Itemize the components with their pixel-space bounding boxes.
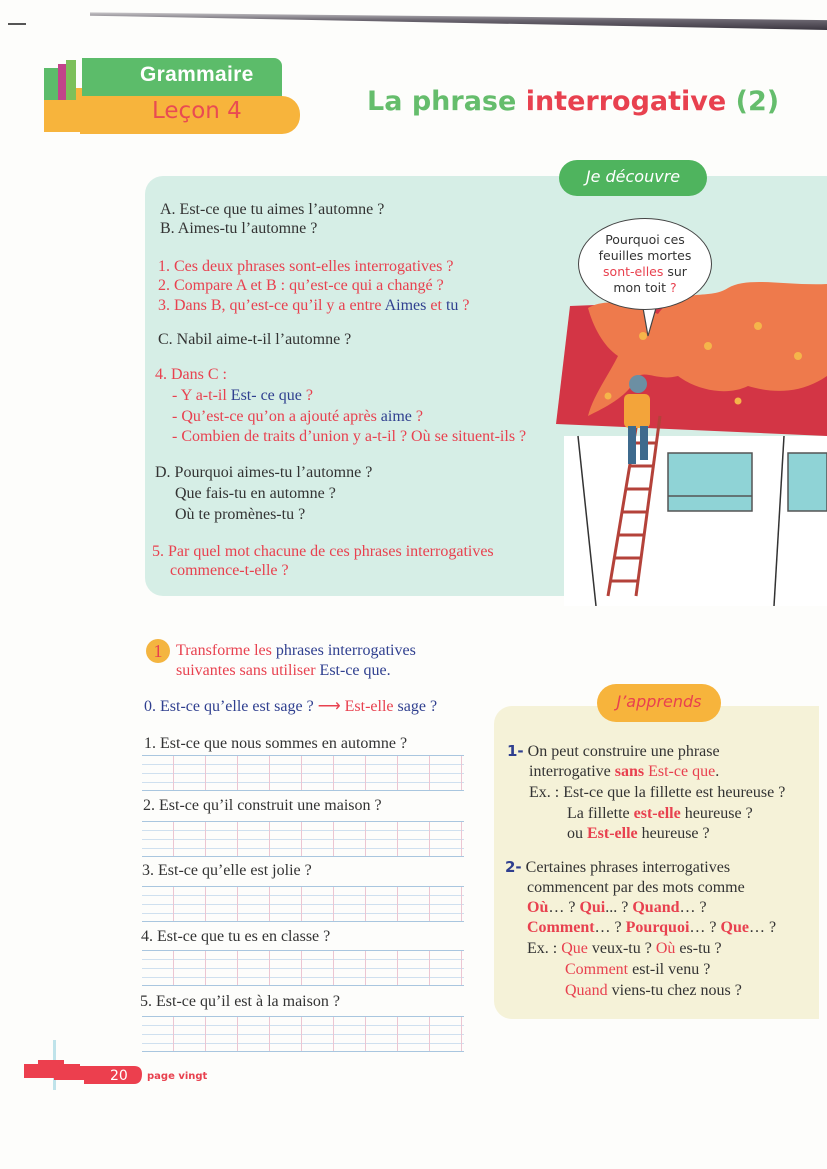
- question-1: 1. Ces deux phrases sont-elles interrogatives ?: [158, 258, 454, 275]
- rule-1-ex2-c: heureuse ?: [680, 805, 753, 822]
- bubble-line-1: Pourquoi ces: [605, 232, 685, 247]
- title-part-3: (2): [735, 86, 780, 117]
- rule-2-words-line-1: Où… ? Qui... ? Quand… ?: [527, 899, 707, 916]
- page-title: [367, 86, 779, 117]
- rule-1-ex3-a: ou: [567, 825, 587, 842]
- rule-2-line-1: [505, 857, 730, 878]
- rule-2-ex1-rest2: es-tu ?: [675, 940, 722, 957]
- sentence-d1: D. Pourquoi aimes-tu l’automne ?: [155, 464, 373, 481]
- q4a-suffix: ?: [301, 387, 313, 404]
- instr-blue-2: Est-ce que.: [319, 662, 391, 679]
- answer-lines-5[interactable]: [142, 1016, 464, 1052]
- rule-1-text: On peut construire une phrase: [527, 743, 720, 760]
- rule-1-text-a: interrogative: [529, 763, 615, 780]
- question-4b: [172, 407, 423, 427]
- decouvre-label: Je découvre: [559, 160, 707, 196]
- question-4a: [172, 386, 313, 406]
- rule-2-number: 2-: [505, 858, 522, 876]
- bubble-line-4: [579, 280, 711, 296]
- rule-2-ex3-word: Quand: [565, 982, 608, 999]
- q4b-suffix: ?: [411, 408, 423, 425]
- sentence-d3: Où te promènes-tu ?: [175, 506, 306, 523]
- question-5-line2: commence-t-elle ?: [170, 562, 289, 579]
- q4b-word: aime: [380, 408, 412, 425]
- exercise-example: [144, 697, 437, 717]
- subject-label: Grammaire: [140, 63, 254, 86]
- page-number-words: page vingt: [147, 1071, 208, 1082]
- bubble-line-2: feuilles mortes: [598, 248, 692, 263]
- answer-lines-1[interactable]: [142, 755, 464, 791]
- rule-2-ex2-rest: est-il venu ?: [628, 961, 711, 978]
- sentence-d2: Que fais-tu en automne ?: [175, 485, 336, 502]
- exercise-instruction-line1: [176, 641, 416, 661]
- lesson-label: Leçon 4: [152, 98, 242, 124]
- bubble-red-word: sont-elles: [603, 264, 664, 279]
- q4a-word: Est- ce que: [230, 387, 302, 404]
- rule-2-ex-label: Ex. :: [527, 940, 558, 957]
- rule-1-ex-label: Ex. :: [529, 784, 560, 801]
- rule-1-sans: sans: [614, 763, 645, 780]
- rule-1-ex3-c: heureuse ?: [637, 825, 710, 842]
- example-question: 0. Est-ce qu’elle est sage ?: [144, 698, 314, 715]
- title-part-2: interrogative: [525, 86, 727, 117]
- rule-2-example-2: [565, 960, 710, 980]
- example-answer-rest: sage ?: [393, 698, 438, 715]
- rule-2-ex1-rest: veux-tu ?: [587, 940, 656, 957]
- rule-1-ex2-a: La fillette: [567, 805, 634, 822]
- exercise-item-1: 1. Est-ce que nous sommes en automne ?: [144, 735, 408, 752]
- word-qui: Qui: [579, 899, 606, 916]
- sentence-c: C. Nabil aime-t-il l’automne ?: [158, 331, 352, 348]
- scan-edge-shadow: [90, 8, 827, 30]
- question-5-line1: 5. Par quel mot chacune de ces phrases interrogatives: [152, 543, 494, 560]
- bubble-line-4-text: mon toit: [613, 280, 670, 295]
- sentence-b: B. Aimes-tu l’automne ?: [160, 220, 318, 237]
- exercise-number-badge: 1: [146, 639, 170, 663]
- question-4c: - Combien de traits d’union y a-t-il ? Où se situent-ils ?: [172, 428, 527, 445]
- word-pourquoi: Pourquoi: [625, 919, 690, 936]
- rule-1-ex-1: Est-ce que la fillette est heureuse ?: [563, 784, 786, 801]
- example-answer-verb: Est-elle: [344, 698, 394, 715]
- exercise-item-4: 4. Est-ce que tu es en classe ?: [141, 928, 331, 945]
- rule-1-example-3: [567, 824, 710, 844]
- rule-1-period: .: [715, 763, 720, 780]
- question-4-title: 4. Dans C :: [155, 366, 227, 383]
- rule-1-estceque: Est-ce que: [644, 763, 716, 780]
- rule-1-ex3-b: Est-elle: [587, 825, 638, 842]
- q4b-text: - Qu’est-ce qu’on a ajouté après: [172, 408, 381, 425]
- bubble-question-mark: ?: [669, 280, 677, 295]
- title-part-1: La phrase: [367, 86, 517, 117]
- rule-2-ex3-rest: viens-tu chez nous ?: [607, 982, 742, 999]
- rule-1-number: 1-: [507, 742, 524, 760]
- rule-2-line-2: commencent par des mots comme: [527, 879, 745, 896]
- rule-2-example-1: [527, 939, 722, 959]
- rule-2-example-3: [565, 981, 742, 1001]
- speech-bubble: [578, 218, 712, 310]
- rule-1-line-1: [507, 741, 720, 762]
- rule-2-ex1-word2: Où: [655, 940, 676, 957]
- word-quand: Quand: [632, 899, 680, 916]
- instr-red-1: Transforme les: [176, 642, 276, 659]
- q3-suffix: ?: [458, 297, 470, 314]
- exercise-instruction-line2: [176, 661, 391, 681]
- word-comment: Comment: [527, 919, 595, 936]
- rule-2-words-line-2: Comment… ? Pourquoi… ? Que… ?: [527, 919, 777, 936]
- rule-2-ex1-word: Que: [561, 940, 588, 957]
- word-que: Que: [720, 919, 749, 936]
- rule-1-line-2: [529, 762, 719, 782]
- apprends-label: J’apprends: [597, 684, 721, 722]
- rule-1-example-2: [567, 804, 753, 824]
- rule-1-example-1: [529, 783, 785, 803]
- exercise-item-5: 5. Est-ce qu’il est à la maison ?: [140, 993, 340, 1010]
- exercise-item-2: 2. Est-ce qu’il construit une maison ?: [143, 797, 382, 814]
- q4a-text: - Y a-t-il: [172, 387, 231, 404]
- sentence-a: A. Est-ce que tu aimes l’automne ?: [160, 201, 385, 218]
- bubble-line-3: [579, 264, 711, 280]
- question-3: [158, 296, 470, 316]
- question-2: 2. Compare A et B : qu’est-ce qui a changé ?: [158, 277, 444, 294]
- answer-lines-3[interactable]: [142, 886, 464, 922]
- exercise-item-3: 3. Est-ce qu’elle est jolie ?: [142, 862, 312, 879]
- arrow-right-icon: ⟶: [317, 698, 341, 715]
- rule-2-text: Certaines phrases interrogatives: [525, 859, 731, 876]
- q3-text: 3. Dans B, qu’est-ce qu’il y a entre: [158, 297, 385, 314]
- q3-word-tu: tu: [445, 297, 459, 314]
- scan-mark: [8, 23, 26, 25]
- answer-lines-4[interactable]: [142, 950, 464, 986]
- bubble-rest: sur: [663, 264, 687, 279]
- rule-2-ex2-word: Comment: [565, 961, 629, 978]
- rule-1-ex2-b: est-elle: [633, 805, 681, 822]
- instr-red-2: suivantes sans utiliser: [176, 662, 320, 679]
- word-ou: Où: [527, 899, 549, 916]
- q3-text-mid: et: [426, 297, 446, 314]
- answer-lines-2[interactable]: [142, 821, 464, 857]
- instr-blue-1: phrases interrogatives: [275, 642, 416, 659]
- page-number: 20: [110, 1068, 128, 1084]
- q3-word-aimes: Aimes: [384, 297, 427, 314]
